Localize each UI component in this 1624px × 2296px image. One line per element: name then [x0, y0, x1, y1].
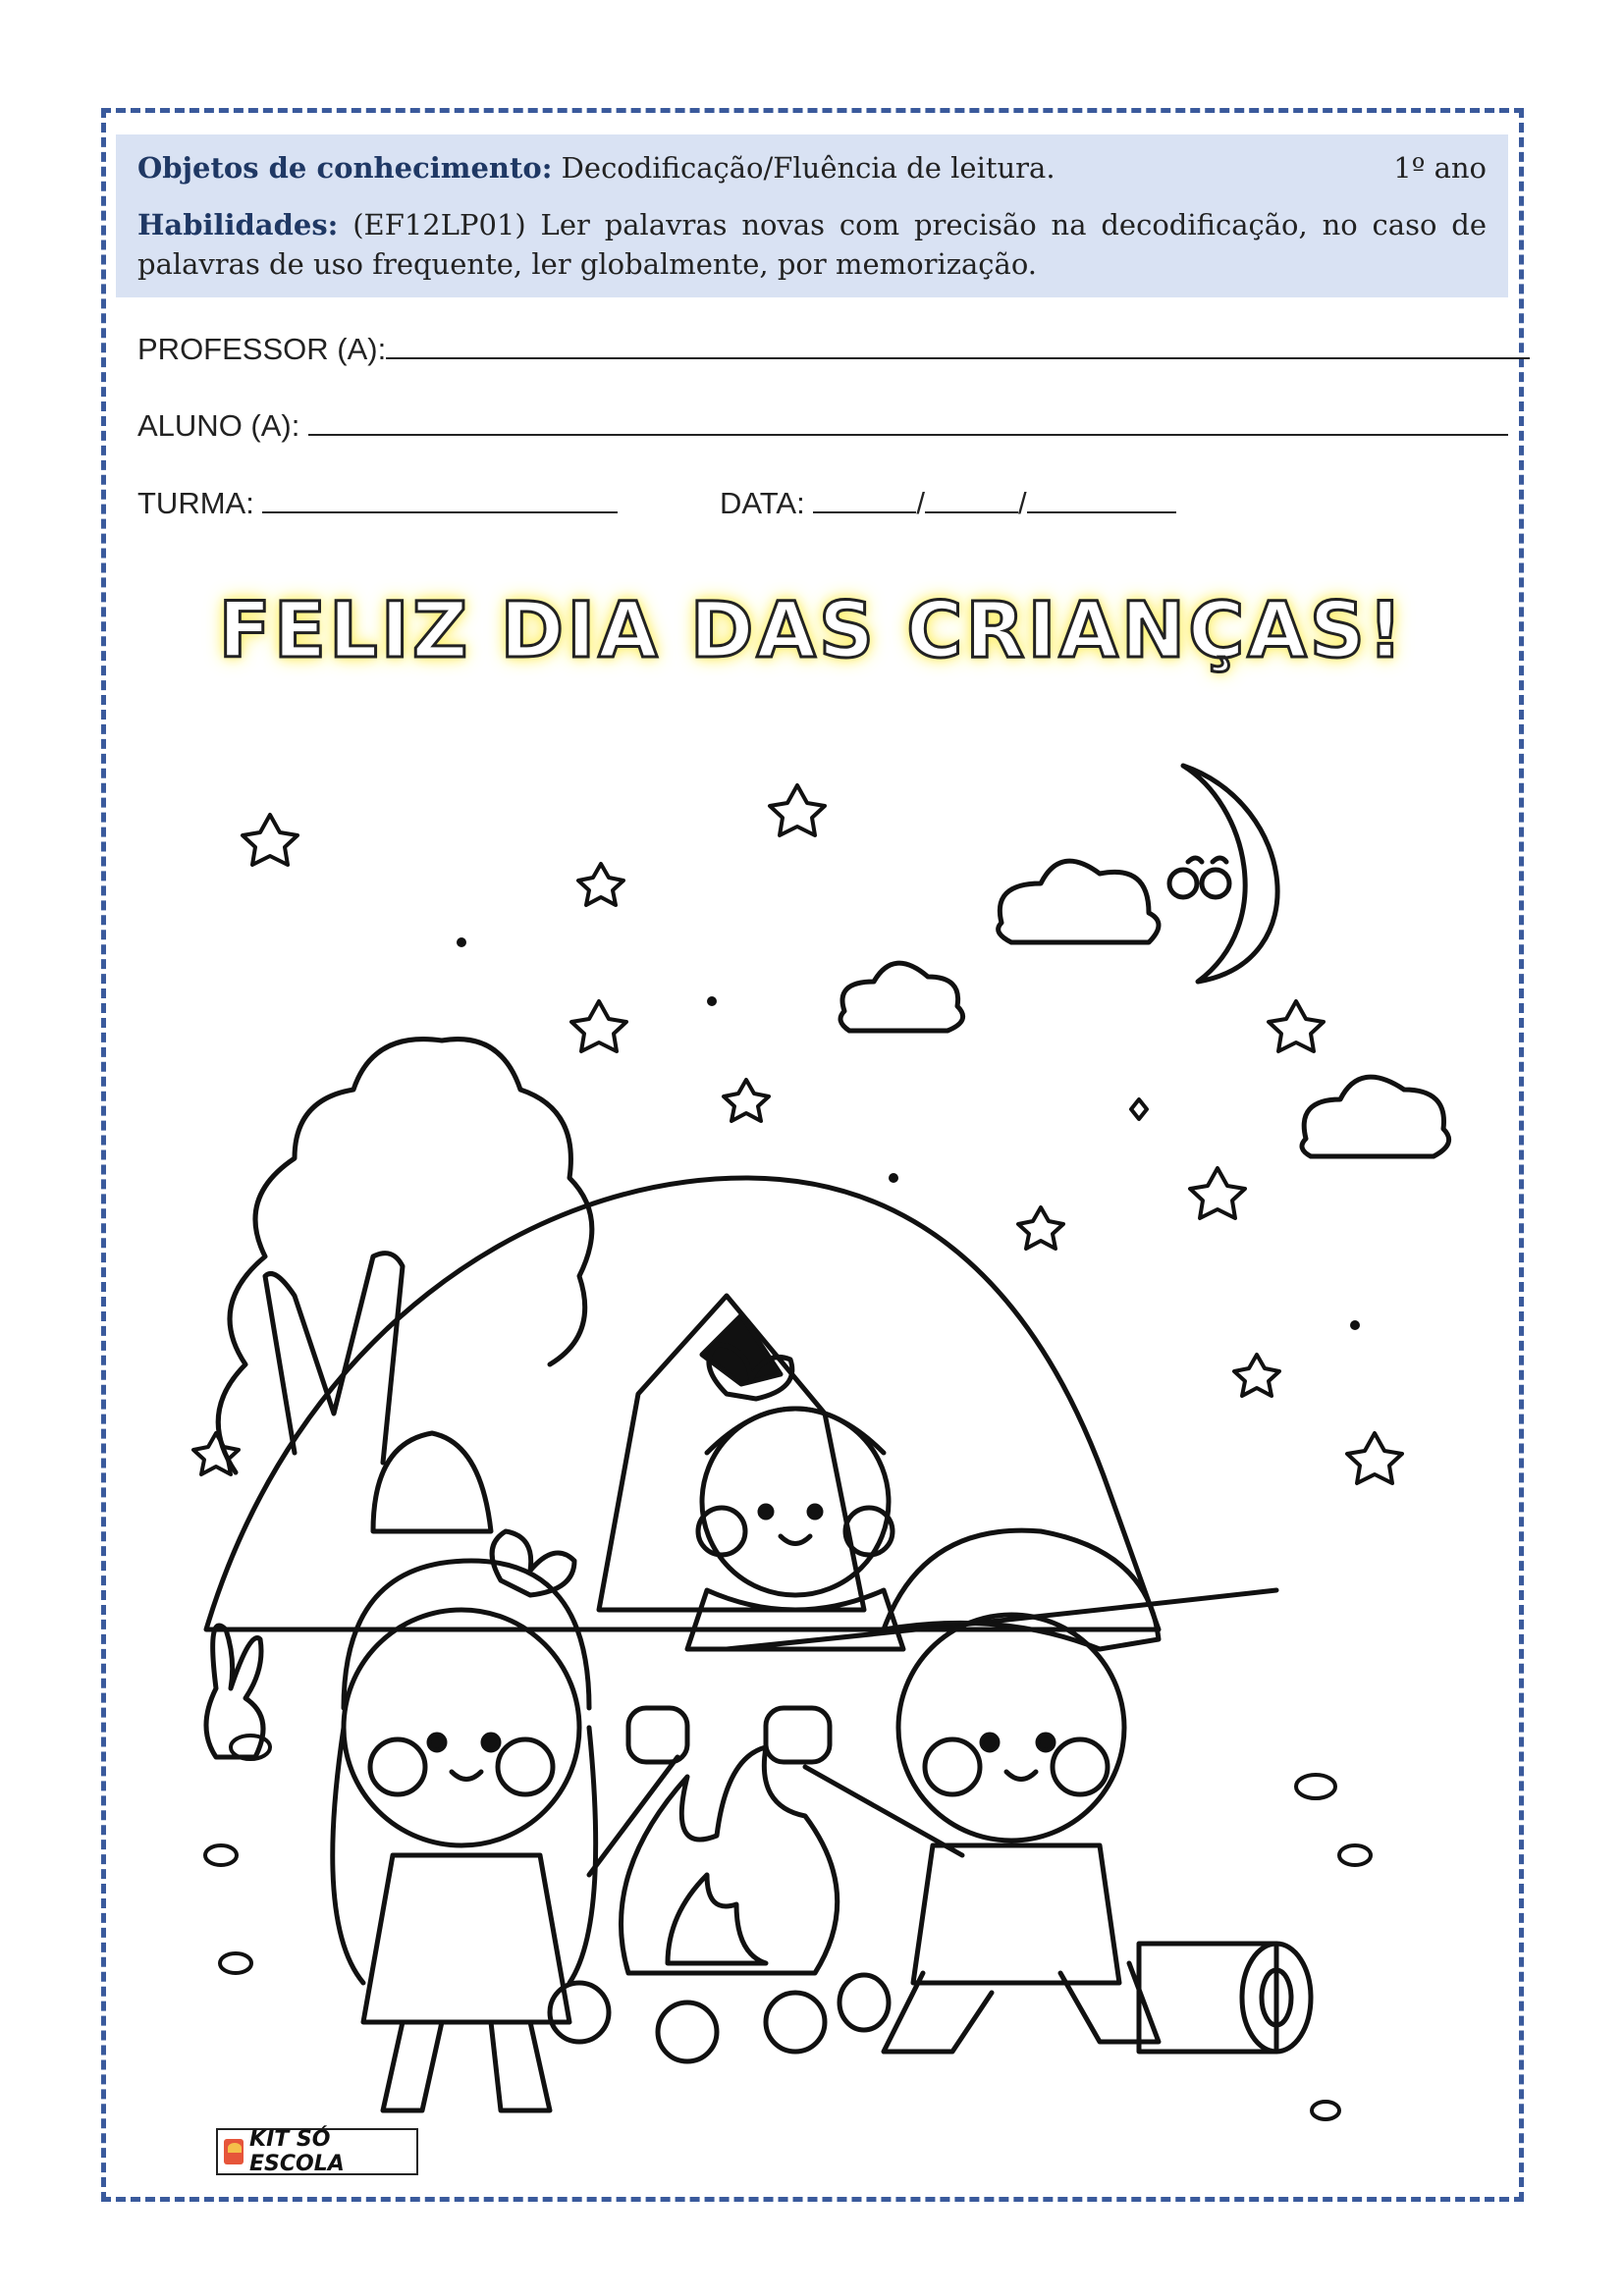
aluno-input-line[interactable] — [308, 406, 1508, 436]
cloud-icon — [999, 861, 1159, 942]
ground-line — [727, 1590, 1276, 1649]
data-field — [720, 484, 1176, 521]
turma-input-line[interactable] — [262, 484, 618, 513]
cloud-icon — [840, 963, 963, 1031]
header-box — [116, 134, 1508, 297]
turma-label: TURMA: — [137, 486, 254, 520]
logo-text: KIT SÓ ESCOLA — [249, 2127, 345, 2176]
habilidades-row — [137, 205, 1487, 284]
tree-icon — [218, 1040, 592, 1472]
camping-illustration — [177, 746, 1453, 2140]
data-label: DATA: — [720, 486, 805, 520]
aluno-field — [137, 406, 1508, 444]
tent-icon — [206, 1178, 1159, 1629]
professor-label: PROFESSOR (A): — [137, 332, 387, 366]
campfire-icon — [550, 1747, 889, 2061]
professor-input-line[interactable] — [386, 330, 1530, 359]
tree-trunk — [265, 1254, 403, 1463]
date-separator: / — [1017, 486, 1027, 520]
date-year-line[interactable] — [1027, 484, 1176, 513]
book-icon — [224, 2139, 244, 2164]
aluno-label: ALUNO (A): — [137, 408, 300, 443]
grade-label: 1º ano — [1393, 151, 1487, 185]
date-separator: / — [916, 486, 925, 520]
tent-window — [373, 1433, 491, 1531]
date-day-line[interactable] — [813, 484, 916, 513]
objetos-text — [137, 146, 1056, 189]
brand-logo — [216, 2128, 418, 2175]
girl-in-tent-figure — [687, 1345, 903, 1649]
habilidades-label: Habilidades: — [137, 208, 339, 241]
objetos-row — [137, 146, 1487, 189]
page-title: FELIZ DIA DAS CRIANÇAS! — [218, 587, 1406, 675]
habilidades-value: (EF12LP01) Ler palavras novas com precisão na decodificação, no caso de palavras de uso frequente, ler globalmente, por memorização. — [137, 208, 1487, 281]
professor-field — [137, 330, 1530, 367]
cloud-icon — [1302, 1077, 1449, 1156]
turma-field — [137, 484, 618, 521]
date-month-line[interactable] — [925, 484, 1018, 513]
left-girl-figure — [333, 1531, 687, 2110]
objetos-value: Decodificação/Fluência de leitura. — [561, 151, 1056, 185]
objetos-label: Objetos de conhecimento: — [137, 151, 553, 185]
moon-icon — [1169, 766, 1277, 982]
dot-icon — [457, 937, 1360, 1330]
